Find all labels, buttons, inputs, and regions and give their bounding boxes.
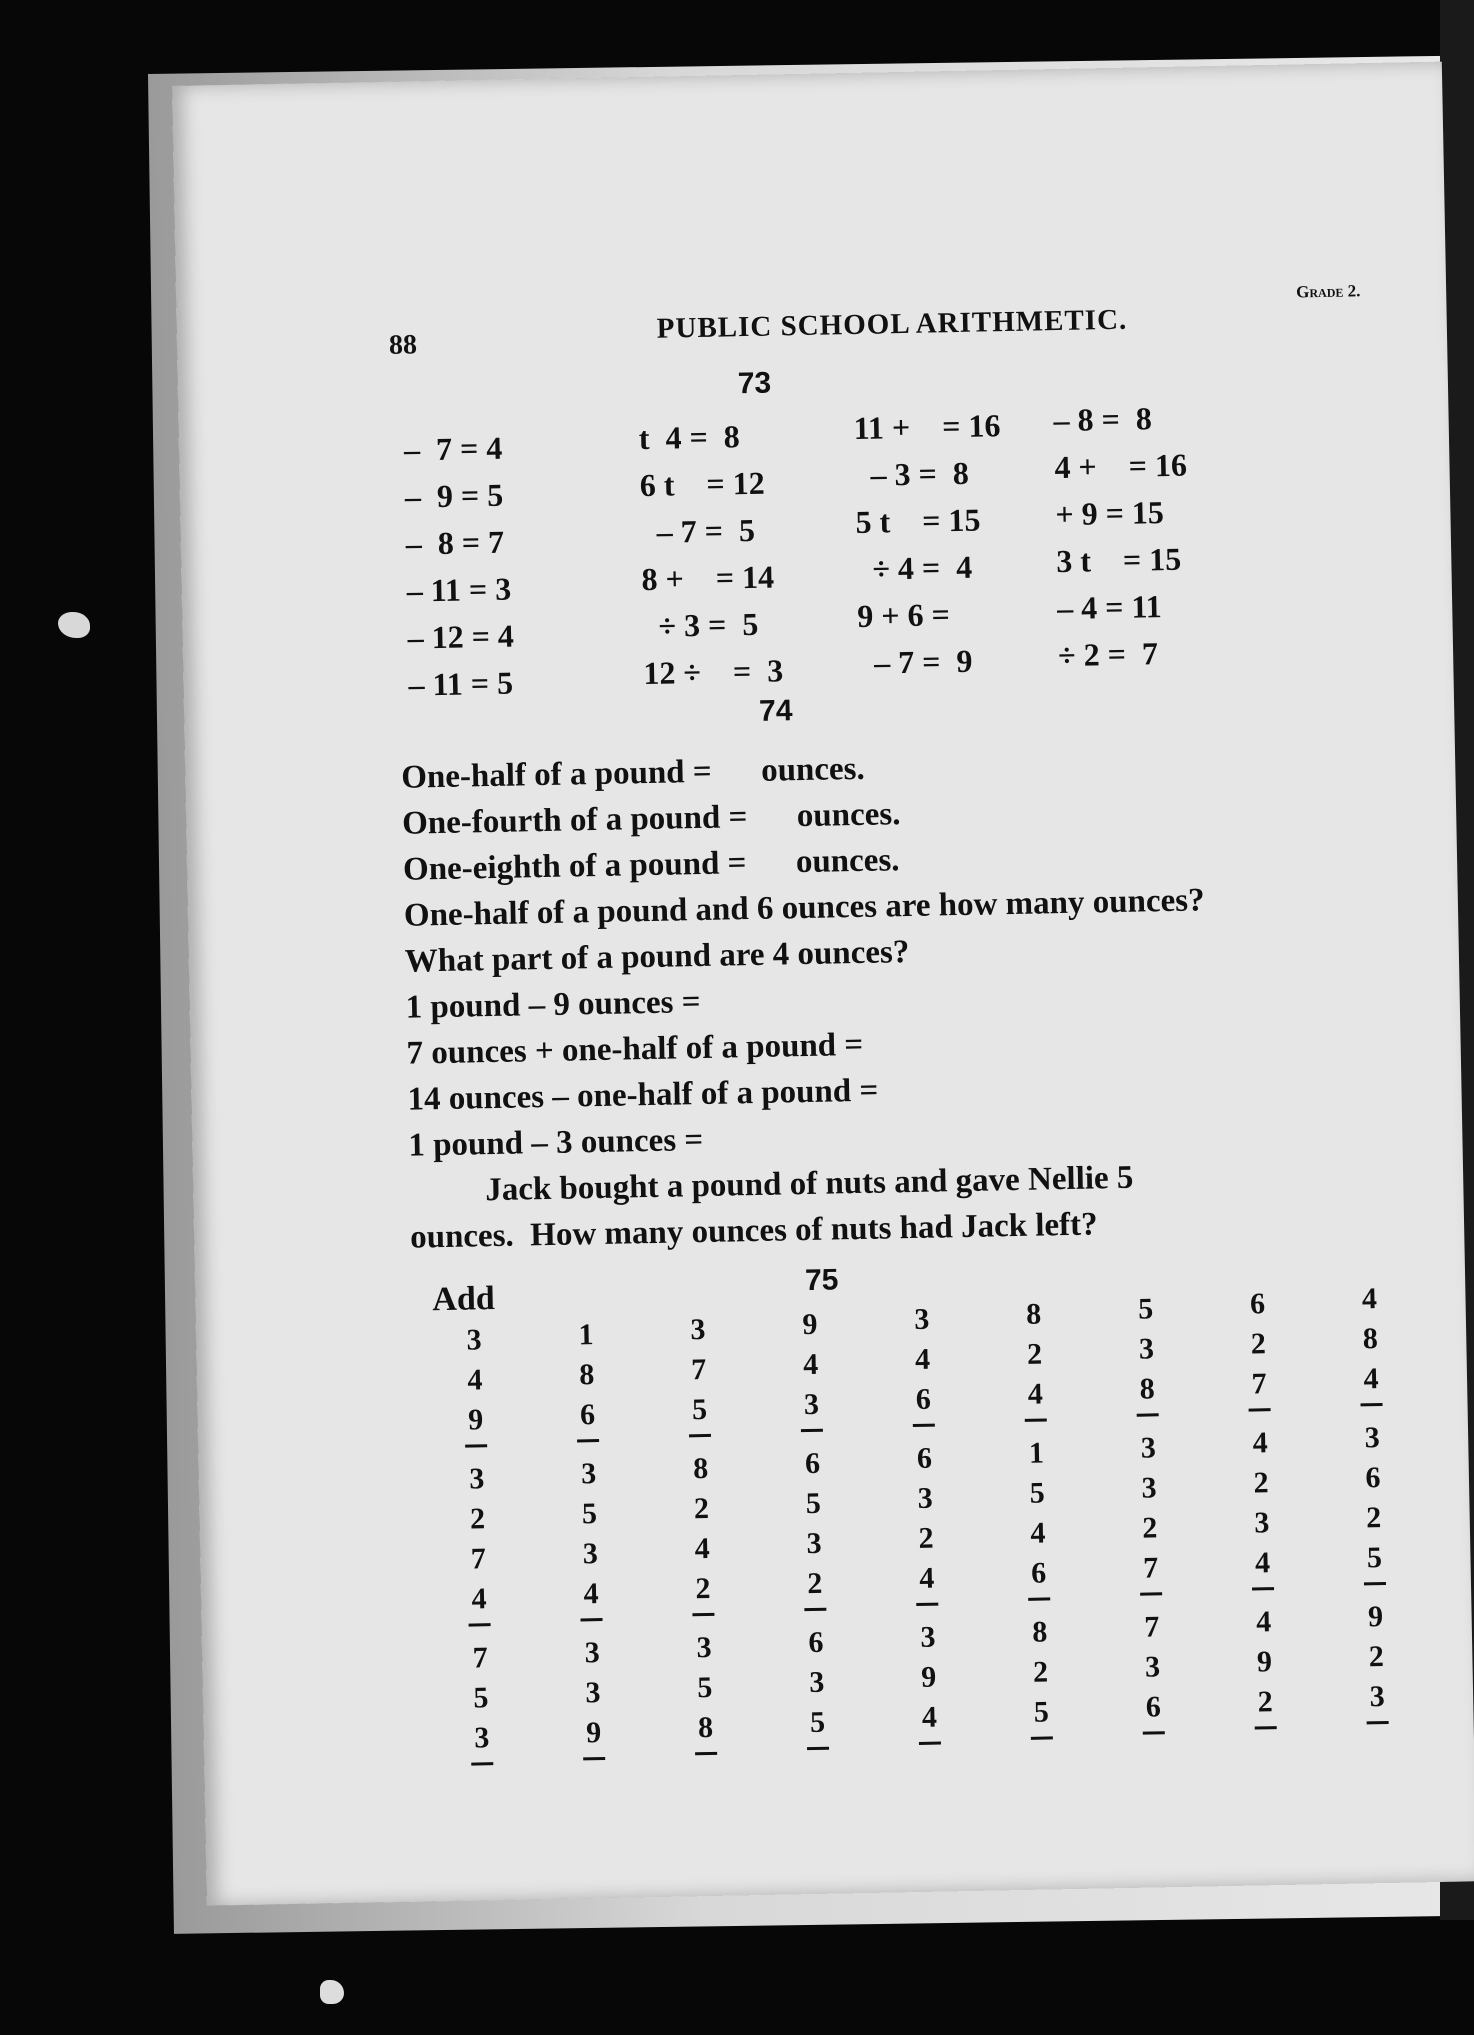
equation: – 3 = 8	[854, 454, 970, 493]
equation: – 8 = 7	[405, 523, 505, 562]
equation: – 11 = 3	[406, 570, 512, 609]
equation: 5 t = 15	[855, 501, 981, 540]
digit: 6	[916, 1441, 933, 1475]
digit: 6	[804, 1446, 821, 1481]
digit: 4	[694, 1531, 710, 1566]
digit: 9	[1256, 1645, 1273, 1679]
equation-column	[638, 412, 783, 697]
equation: – 12 = 4	[407, 617, 515, 656]
scan-artifact	[58, 612, 90, 638]
equation: + 9 = 15	[1055, 494, 1165, 533]
digit: 4	[467, 1363, 483, 1397]
word-problem-line: Jack bought a pound of nuts and gave Nellie 5	[484, 1159, 1134, 1209]
digit: 4	[1027, 1377, 1044, 1411]
question-line: One-half of a pound and 6 ounces are how many ounces?	[403, 882, 1205, 934]
addition-column	[1125, 1289, 1174, 1747]
digit: 3	[1144, 1650, 1161, 1684]
digit: 3	[1253, 1506, 1270, 1540]
digit: 6	[1145, 1690, 1162, 1724]
digit: 6	[1249, 1287, 1266, 1321]
digit: 2	[1026, 1337, 1043, 1371]
addend-group	[1125, 1289, 1167, 1417]
addend-group	[1349, 1279, 1391, 1407]
addend-group	[1355, 1597, 1397, 1725]
digit: 3	[466, 1323, 482, 1357]
equation: 9 + 6 =	[856, 596, 951, 634]
sum-rule	[692, 1613, 714, 1616]
addition-column	[1237, 1284, 1286, 1742]
equation-column	[404, 425, 516, 709]
addition-column	[1013, 1294, 1062, 1752]
sum-rule	[1364, 1582, 1386, 1585]
question-line: 1 pound – 3 ounces =	[408, 1122, 704, 1164]
addition-column	[454, 1320, 503, 1778]
digit: 2	[1365, 1501, 1382, 1535]
exercise-number: 74	[758, 694, 793, 728]
equation: ÷ 2 = 7	[1057, 635, 1159, 674]
sum-rule	[919, 1742, 941, 1745]
equation: 4 + = 16	[1054, 446, 1188, 486]
sum-rule	[1137, 1413, 1159, 1416]
equation: – 7 = 5	[640, 511, 756, 551]
addend-group	[792, 1444, 835, 1612]
addition-column	[1349, 1279, 1398, 1737]
equation: – 4 = 11	[1056, 588, 1162, 627]
addition-column	[901, 1299, 950, 1757]
sum-rule	[1252, 1587, 1274, 1590]
digit: 5	[697, 1670, 713, 1705]
addend-group	[680, 1449, 723, 1617]
digit: 2	[1142, 1511, 1158, 1545]
question-line: 1 pound – 9 ounces =	[405, 984, 701, 1026]
digit: 3	[803, 1387, 820, 1422]
digit: 9	[1367, 1600, 1384, 1634]
digit: 5	[1366, 1541, 1383, 1575]
digit: 4	[1361, 1282, 1378, 1316]
digit: 9	[585, 1716, 602, 1750]
sum-rule	[1367, 1721, 1389, 1724]
addend-group	[1128, 1428, 1171, 1596]
sum-rule	[689, 1434, 711, 1437]
digit: 1	[578, 1318, 594, 1352]
digit: 3	[584, 1636, 600, 1670]
digit: 4	[1255, 1605, 1272, 1639]
addend-group	[1131, 1607, 1173, 1735]
scan-artifact	[320, 1980, 344, 2004]
page-number: 88	[388, 329, 418, 361]
digit: 2	[1257, 1685, 1274, 1719]
digit: 3	[808, 1665, 825, 1700]
question-line: What part of a pound are 4 ounces?	[404, 934, 910, 980]
sum-rule	[804, 1608, 826, 1611]
addend-group	[572, 1633, 614, 1761]
digit: 3	[1141, 1471, 1157, 1505]
digit: 4	[921, 1700, 938, 1734]
exercise-number: 75	[804, 1263, 839, 1298]
digit: 2	[469, 1502, 486, 1536]
digit: 4	[583, 1577, 599, 1611]
equation: 8 + = 14	[641, 558, 775, 598]
equation: – 7 = 4	[403, 429, 503, 468]
digit: 4	[914, 1342, 931, 1376]
digit: 3	[473, 1721, 490, 1755]
digit: 3	[580, 1457, 597, 1491]
word-problem-line: ounces. How many ounces of nuts had Jack left?	[409, 1206, 1098, 1256]
addend-group	[908, 1617, 950, 1745]
digit: 3	[582, 1537, 599, 1571]
digit: 7	[472, 1641, 489, 1675]
digit: 8	[697, 1710, 714, 1745]
digit: 2	[695, 1571, 711, 1606]
exercise-74-text	[401, 736, 1411, 1261]
digit: 6	[915, 1382, 932, 1416]
addend-group	[1240, 1423, 1283, 1591]
digit: 3	[1140, 1431, 1157, 1465]
equation: – 7 = 9	[857, 642, 973, 681]
addend-group	[790, 1305, 832, 1433]
digit: 3	[696, 1630, 712, 1665]
digit: 2	[918, 1521, 934, 1555]
addend-group	[1013, 1294, 1055, 1422]
equation: 3 t = 15	[1055, 540, 1182, 580]
sum-rule	[1140, 1592, 1162, 1595]
digit: 5	[809, 1705, 826, 1740]
digit: 2	[1250, 1327, 1267, 1361]
digit: 4	[1030, 1516, 1046, 1550]
digit: 8	[579, 1358, 595, 1392]
equation: ÷ 3 = 5	[642, 605, 759, 645]
digit: 7	[690, 1352, 707, 1387]
sum-rule	[465, 1444, 487, 1447]
book-page	[172, 62, 1474, 1906]
equation: t 4 = 8	[638, 418, 741, 457]
question-line: 14 ounces – one-half of a pound =	[407, 1072, 879, 1118]
digit: 5	[805, 1486, 822, 1521]
digit: 6	[1365, 1461, 1381, 1495]
digit: 7	[1251, 1367, 1267, 1401]
digit: 5	[1029, 1476, 1045, 1510]
equation: 11 + = 16	[853, 407, 1001, 446]
addend-group	[456, 1459, 499, 1627]
sum-rule	[577, 1439, 599, 1442]
digit: 8	[1032, 1615, 1048, 1649]
digit: 3	[1364, 1421, 1380, 1455]
addend-group	[1019, 1612, 1061, 1740]
question-line: 7 ounces + one-half of a pound =	[406, 1026, 864, 1072]
digit: 7	[1142, 1551, 1159, 1585]
sum-rule	[801, 1429, 823, 1432]
sum-rule	[471, 1762, 493, 1765]
digit: 4	[918, 1561, 935, 1595]
question-line: One-fourth of a pound = ounces.	[401, 796, 901, 842]
sum-rule	[583, 1757, 605, 1760]
sum-rule	[913, 1424, 935, 1427]
addition-column	[790, 1305, 839, 1763]
addend-group	[566, 1315, 608, 1443]
digit: 3	[690, 1312, 706, 1347]
digit: 4	[802, 1347, 819, 1382]
addend-group	[1016, 1433, 1059, 1601]
sum-rule	[469, 1623, 491, 1626]
digit: 2	[693, 1491, 710, 1526]
digit: 8	[1025, 1297, 1042, 1331]
digit: 9	[802, 1307, 818, 1342]
sum-rule	[1361, 1403, 1383, 1406]
digit: 1	[1028, 1436, 1045, 1470]
addend-group	[1352, 1418, 1395, 1586]
digit: 5	[1137, 1292, 1154, 1326]
addend-group	[460, 1638, 502, 1766]
digit: 5	[581, 1497, 598, 1531]
digit: 7	[470, 1542, 487, 1576]
digit: 5	[473, 1681, 489, 1715]
sum-rule	[1249, 1408, 1271, 1411]
addend-group	[1243, 1602, 1285, 1730]
digit: 3	[920, 1620, 936, 1654]
digit: 2	[1032, 1655, 1049, 1689]
digit: 9	[920, 1660, 937, 1694]
addition-column	[566, 1315, 615, 1773]
digit: 3	[1138, 1332, 1155, 1366]
digit: 3	[468, 1462, 485, 1496]
sum-rule	[580, 1618, 602, 1621]
digit: 9	[467, 1403, 484, 1437]
equation: 6 t = 12	[639, 464, 765, 504]
question-line: One-half of a pound = ounces.	[400, 750, 866, 796]
sum-rule	[916, 1603, 938, 1606]
equation: 12 ÷ = 3	[643, 652, 784, 692]
digit: 3	[585, 1676, 601, 1710]
digit: 2	[1253, 1466, 1269, 1500]
sum-rule	[1255, 1726, 1277, 1729]
page-header	[177, 281, 1474, 362]
digit: 2	[1368, 1640, 1385, 1674]
sum-rule	[695, 1752, 717, 1755]
digit: 4	[1363, 1362, 1379, 1396]
digit: 8	[1362, 1322, 1379, 1356]
addend-group	[796, 1623, 838, 1751]
digit: 3	[1369, 1680, 1385, 1714]
grade-label: Grade 2.	[1295, 281, 1361, 302]
digit: 6	[808, 1625, 824, 1660]
addition-column	[678, 1310, 727, 1768]
equation: – 8 = 8	[1053, 400, 1153, 439]
sum-rule	[1025, 1418, 1047, 1421]
equation-column	[1053, 395, 1191, 679]
digit: 5	[691, 1392, 708, 1427]
addend-group	[568, 1454, 611, 1622]
running-title: PUBLIC SCHOOL ARITHMETIC.	[656, 303, 1128, 345]
equation: – 9 = 5	[404, 476, 504, 515]
sum-rule	[1031, 1736, 1053, 1739]
equation: – 11 = 5	[408, 664, 514, 703]
addend-group	[678, 1310, 720, 1438]
digit: 6	[1030, 1556, 1047, 1590]
digit: 8	[692, 1451, 709, 1486]
digit: 4	[1254, 1546, 1271, 1580]
question-line: One-eighth of a pound = ounces.	[402, 842, 900, 888]
digit: 4	[1252, 1426, 1269, 1460]
equation-column	[853, 402, 1005, 687]
digit: 3	[806, 1526, 822, 1561]
sum-rule	[1143, 1731, 1165, 1734]
digit: 2	[807, 1566, 823, 1601]
digit: 5	[1033, 1695, 1050, 1729]
digit: 3	[917, 1481, 934, 1515]
addend-group	[1237, 1284, 1279, 1412]
digit: 4	[471, 1582, 487, 1616]
sum-rule	[807, 1747, 829, 1750]
equation: ÷ 4 = 4	[856, 548, 973, 587]
addend-group	[684, 1628, 726, 1756]
addend-group	[904, 1438, 947, 1606]
digit: 3	[913, 1302, 930, 1336]
sum-rule	[1028, 1597, 1050, 1600]
addend-group	[454, 1320, 496, 1448]
exercise-74-lines	[401, 736, 1409, 1169]
exercise-number: 73	[737, 366, 772, 401]
digit: 7	[1143, 1610, 1160, 1644]
digit: 6	[579, 1398, 596, 1432]
addend-group	[901, 1299, 943, 1427]
digit: 8	[1139, 1372, 1156, 1406]
add-instruction: Add	[431, 1280, 496, 1319]
